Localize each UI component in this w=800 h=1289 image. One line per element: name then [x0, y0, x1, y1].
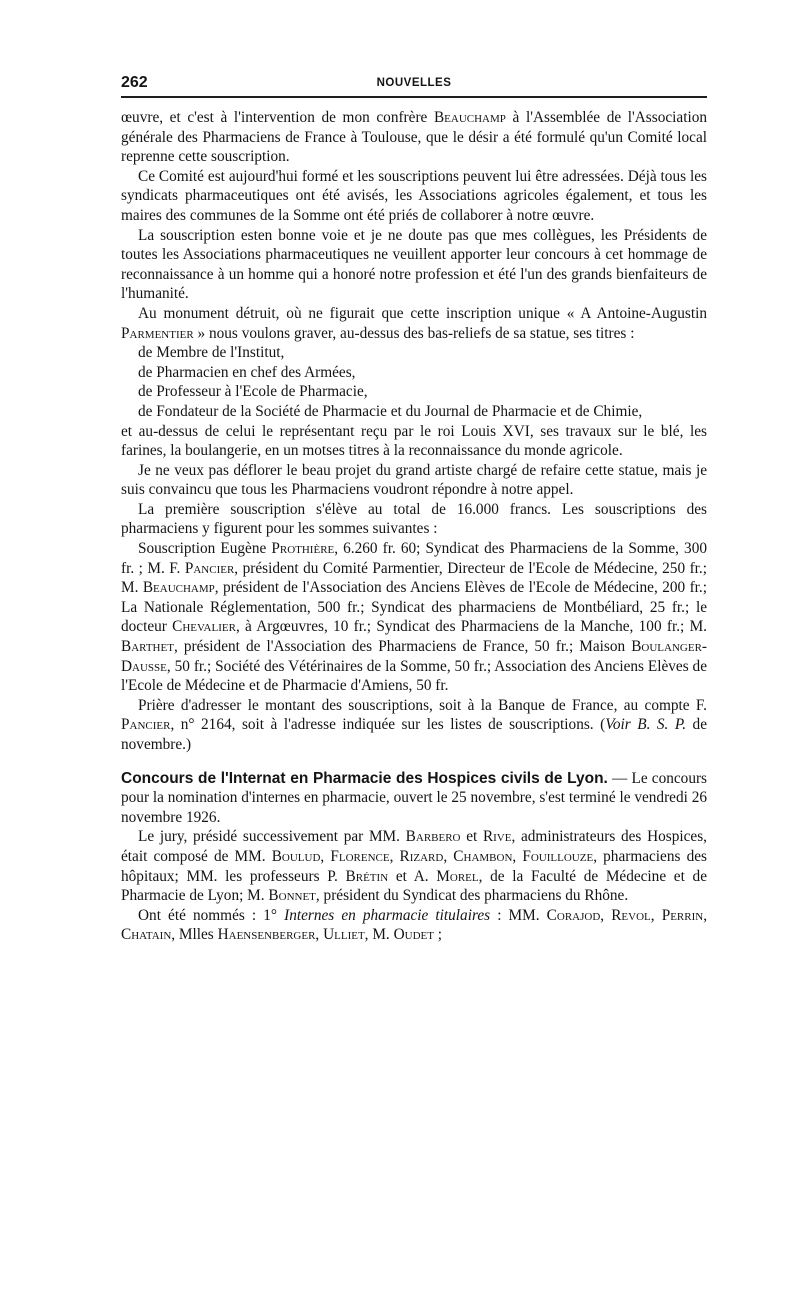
section-concours — [121, 769, 707, 828]
paragraph-jury: Le jury, présidé successivement par MM. Barbero et Rive, administrateurs des Hospices, était composé de MM. Boulud, Florence, Rizard, Chambon, Fouillouze, pharmaciens des hôpitaux; MM. les professeurs P. Brétin et A. Morel, de la Faculté de Médecine et de Pharmacie de Lyon; M. Bonnet, président du Syndicat des pharmaciens du Rhône. — [121, 828, 707, 905]
title-item: de Pharmacien en chef des Armées, — [138, 363, 356, 381]
paragraph-projet: Je ne veux pas déflorer le beau projet du grand artiste chargé de refaire cette statue, mais je suis convaincu que tous les Pharmaciens voudront répondre à notre appel. — [121, 461, 707, 499]
article-body — [121, 108, 707, 945]
paragraph-souscription: La souscription esten bonne voie et je ne doute pas que mes collègues, les Présidents de toutes les Associations pharmaceutiques ne veuillent apporter leur concours à cet hommage de reconnaissance à un homme qui a honoré notre profession et été l'un des grands bienfaiteurs de l'humanité. — [121, 226, 707, 303]
paragraph-monument: Au monument détruit, où ne figurait que cette inscription unique « A Antoine-Augustin Parmentier » nous voulons graver, au-dessus des bas-reliefs de sa statue, ses titres : — [121, 304, 707, 342]
running-head — [121, 72, 707, 98]
title-item: de Membre de l'Institut, — [138, 344, 285, 362]
title-item: de Fondateur de la Société de Pharmacie et du Journal de Pharmacie et de Chimie, — [138, 402, 643, 420]
section-intro: — Le concours pour la nomination d'internes en pharmacie, ouvert le 25 novembre, s'est terminé le vendredi 26 novembre 1926. — [121, 769, 708, 826]
title-item: de Professeur à l'Ecole de Pharmacie, — [138, 383, 368, 401]
paragraph-continuation: œuvre, et c'est à l'intervention de mon confrère Beauchamp à l'Assemblée de l'Association générale des Pharmaciens de France à Toulouse, que le désir a été formulé qu'un Comité local reprenne cette souscription. — [121, 109, 707, 166]
name-parmentier: Parmentier — [121, 324, 194, 342]
page — [121, 72, 707, 945]
paragraph-total: La première souscription s'élève au total de 16.000 francs. Les souscriptions des pharmaciens y figurent pour les sommes suivantes : — [121, 500, 707, 538]
paragraph-adresse: Prière d'adresser le montant des souscriptions, soit à la Banque de France, au compte F. Pancier, n° 2164, soit à l'adresse indiquée sur les listes de souscriptions. (Voir B. S. P. de novembre.) — [121, 696, 707, 753]
name-beauchamp: Beauchamp — [433, 109, 506, 126]
paragraph-louis-xvi: et au-dessus de celui le représentant reçu par le roi Louis XVI, ses travaux sur le blé, les farines, la boulangerie, en un motses titres à la reconnaissance du monde agricole. — [121, 422, 707, 460]
page-number: 262 — [121, 74, 148, 91]
paragraph-comite: Ce Comité est aujourd'hui formé et les souscriptions peuvent lui être adressées. Déjà tous les syndicats pharmaceutiques ont été avisés, les Associations agricoles également, et tous les maires des communes de la Somme ont été priés de collaborer à notre œuvre. — [121, 167, 707, 224]
paragraph-subscribers: Souscription Eugène Prothière, 6.260 fr. 60; Syndicat des Pharmaciens de la Somme, 300 fr. ; M. F. Pancier, président du Comité Parmentier, Directeur de l'Ecole de Médecine, 250 fr.; M. Beauchamp, président de l'Association des Anciens Elèves de l'Ecole de Médecine, 200 fr.; La Nationale Réglementation, 500 fr.; Syndicat des pharmaciens de Montbéliard, 25 fr.; le docteur Chevalier, à Argœuvres, 10 fr.; Syndicat des Pharmaciens de la Manche, 100 fr.; M. Barthet, président de l'Association des Pharmaciens de France, 50 fr.; Maison Boulanger-Dausse, 50 fr.; Société des Vétérinaires de la Somme, 50 fr.; Association des Anciens Elèves de l'Ecole de Médecine et de Pharmacie d'Amiens, 50 fr. — [121, 540, 707, 695]
running-title: NOUVELLES — [376, 77, 452, 89]
section-heading: Concours de l'Internat en Pharmacie des Hospices civils de Lyon. — [121, 769, 608, 787]
paragraph-nommes: Ont été nommés : 1° Internes en pharmacie titulaires : MM. Corajod, Revol, Perrin, Chatain, Mlles Haensenberger, Ulliet, M. Oudet ; — [121, 906, 708, 944]
